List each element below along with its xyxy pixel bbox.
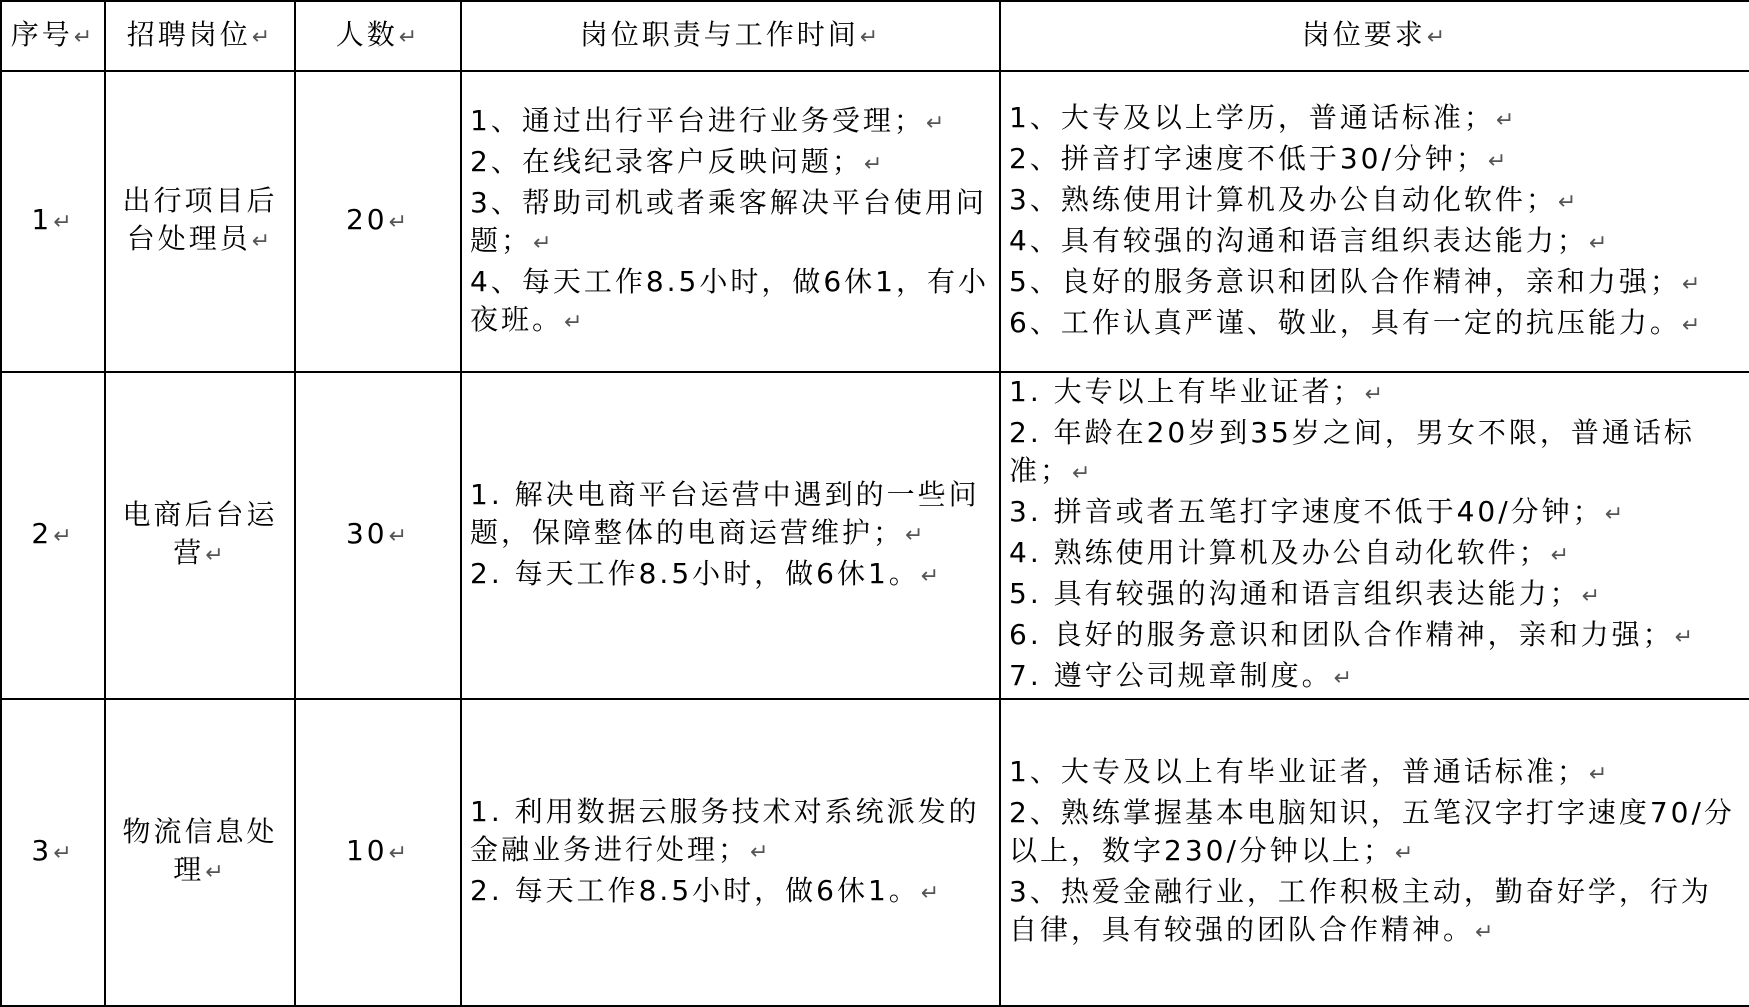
duty-item: 1、通过出行平台进行业务受理；↵ xyxy=(470,103,948,137)
requirement-item: 1、大专及以上学历，普通话标准；↵ xyxy=(1009,100,1518,134)
paragraph-mark-icon: ↵ xyxy=(905,522,927,548)
duty-item: 2. 每天工作8.5小时，做6休1。↵ xyxy=(470,556,943,590)
cell-duties xyxy=(461,372,1000,699)
requirement-item: 5. 具有较强的沟通和语言组织表达能力；↵ xyxy=(1009,577,1604,610)
duty-item: 2. 每天工作8.5小时，做6休1。↵ xyxy=(470,873,943,907)
cell-requirements xyxy=(1000,699,1749,1006)
requirement-item: 6. 良好的服务意识和团队合作精神，亲和力强；↵ xyxy=(1009,618,1697,651)
requirement-item: 4、具有较强的沟通和语言组织表达能力；↵ xyxy=(1009,223,1611,257)
requirement-item: 1、大专及以上有毕业证者，普通话标准；↵ xyxy=(1009,755,1611,788)
requirement-item: 6、工作认真严谨、敬业，具有一定的抗压能力。↵ xyxy=(1009,305,1704,339)
paragraph-mark-icon: ↵ xyxy=(1072,461,1094,486)
paragraph-mark-icon: ↵ xyxy=(1681,312,1704,338)
header-duties: 岗位职责与工作时间↵ xyxy=(461,1,1000,71)
table-row xyxy=(1,372,1749,699)
cell-index: 3↵ xyxy=(1,699,105,1006)
cell-count: 10↵ xyxy=(295,699,461,1006)
requirement-item: 7. 遵守公司规章制度。↵ xyxy=(1009,659,1356,692)
cell-index: 2↵ xyxy=(1,372,105,699)
paragraph-mark-icon: ↵ xyxy=(1588,230,1611,256)
table-row xyxy=(1,71,1749,372)
requirement-item: 3、熟练使用计算机及办公自动化软件；↵ xyxy=(1009,182,1580,216)
paragraph-mark-icon: ↵ xyxy=(251,229,274,254)
paragraph-mark-icon: ↵ xyxy=(1581,584,1604,609)
duty-item: 4、每天工作8.5小时，做6休1，有小夜班。↵ xyxy=(470,264,989,336)
duty-item: 1. 解决电商平台运营中遇到的一些问题，保障整体的电商运营维护；↵ xyxy=(470,477,980,549)
cell-count: 30↵ xyxy=(295,372,461,699)
paragraph-mark-icon: ↵ xyxy=(53,210,75,235)
table-header-row xyxy=(1,1,1749,71)
header-count: 人数↵ xyxy=(295,1,461,71)
paragraph-mark-icon: ↵ xyxy=(1557,189,1580,215)
paragraph-mark-icon: ↵ xyxy=(398,24,421,50)
paragraph-mark-icon: ↵ xyxy=(1333,666,1356,691)
cell-requirements xyxy=(1000,372,1749,699)
requirement-item: 3、热爱金融行业，工作积极主动，勤奋好学，行为自律，具有较强的团队合作精神。↵ xyxy=(1009,875,1712,946)
paragraph-mark-icon: ↵ xyxy=(533,230,555,256)
cell-duties xyxy=(461,699,1000,1006)
table-row xyxy=(1,699,1749,1006)
duty-item: 1. 利用数据云服务技术对系统派发的金融业务进行处理；↵ xyxy=(470,794,980,866)
paragraph-mark-icon: ↵ xyxy=(750,839,772,865)
paragraph-mark-icon: ↵ xyxy=(1674,625,1697,650)
cell-requirements xyxy=(1000,71,1749,372)
paragraph-mark-icon: ↵ xyxy=(859,24,882,50)
paragraph-mark-icon: ↵ xyxy=(564,309,586,335)
requirement-item: 2、拼音打字速度不低于30/分钟；↵ xyxy=(1009,141,1510,175)
paragraph-mark-icon: ↵ xyxy=(925,110,948,136)
paragraph-mark-icon: ↵ xyxy=(388,524,411,549)
requirement-item: 2、熟练掌握基本电脑知识，五笔汉字打字速度70/分以上，数字230/分钟以上；↵ xyxy=(1009,796,1735,867)
header-index: 序号↵ xyxy=(1,1,105,71)
paragraph-mark-icon: ↵ xyxy=(863,151,886,177)
paragraph-mark-icon: ↵ xyxy=(1681,271,1704,297)
requirement-item: 2. 年龄在20岁到35岁之间，男女不限，普通话标准；↵ xyxy=(1009,416,1695,487)
header-position: 招聘岗位↵ xyxy=(105,1,295,71)
paragraph-mark-icon: ↵ xyxy=(1604,502,1627,527)
cell-position: 出行项目后台处理员↵ xyxy=(105,71,295,372)
paragraph-mark-icon: ↵ xyxy=(205,860,227,885)
paragraph-mark-icon: ↵ xyxy=(1588,762,1611,787)
paragraph-mark-icon: ↵ xyxy=(920,880,943,906)
paragraph-mark-icon: ↵ xyxy=(1394,841,1417,866)
paragraph-mark-icon: ↵ xyxy=(920,563,943,589)
cell-position: 电商后台运营↵ xyxy=(105,372,295,699)
cell-duties xyxy=(461,71,1000,372)
paragraph-mark-icon: ↵ xyxy=(388,841,411,866)
cell-count: 20↵ xyxy=(295,71,461,372)
paragraph-mark-icon: ↵ xyxy=(1426,24,1449,50)
paragraph-mark-icon: ↵ xyxy=(205,543,227,568)
paragraph-mark-icon: ↵ xyxy=(1475,920,1497,945)
requirement-item: 5、良好的服务意识和团队合作精神，亲和力强；↵ xyxy=(1009,264,1704,298)
requirement-item: 1. 大专以上有毕业证者；↵ xyxy=(1009,375,1387,408)
paragraph-mark-icon: ↵ xyxy=(388,210,411,235)
paragraph-mark-icon: ↵ xyxy=(1364,382,1387,407)
requirement-item: 4. 熟练使用计算机及办公自动化软件；↵ xyxy=(1009,536,1573,569)
paragraph-mark-icon: ↵ xyxy=(53,524,75,549)
header-requirements: 岗位要求↵ xyxy=(1000,1,1749,71)
paragraph-mark-icon: ↵ xyxy=(251,24,274,50)
duty-item: 2、在线纪录客户反映问题；↵ xyxy=(470,144,886,178)
paragraph-mark-icon: ↵ xyxy=(1550,543,1573,568)
paragraph-mark-icon: ↵ xyxy=(1487,148,1510,174)
paragraph-mark-icon: ↵ xyxy=(73,24,96,50)
requirement-item: 3. 拼音或者五笔打字速度不低于40/分钟；↵ xyxy=(1009,495,1627,528)
duty-item: 3、帮助司机或者乘客解决平台使用问题；↵ xyxy=(470,185,987,257)
cell-index: 1↵ xyxy=(1,71,105,372)
cell-position: 物流信息处理↵ xyxy=(105,699,295,1006)
paragraph-mark-icon: ↵ xyxy=(1495,107,1518,133)
paragraph-mark-icon: ↵ xyxy=(53,841,75,866)
